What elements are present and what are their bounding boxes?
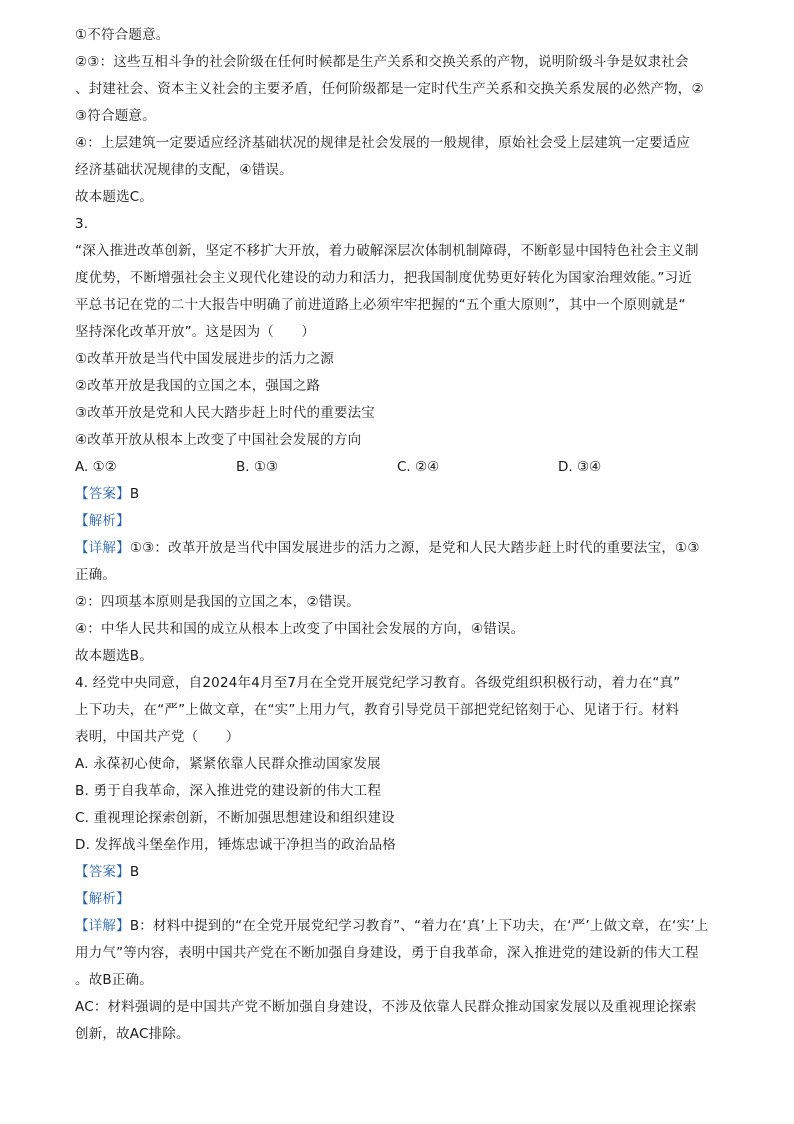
detail-line: 。故B正确。 [75, 972, 153, 988]
detail-line: 用力气”等内容，表明中国共产党在不断加强自身建设，勇于自我革命，深入推进党的建设新的伟大工程 [75, 945, 699, 961]
question-3-stem: 平总书记在党的二十大报告中明确了前进道路上必须牢牢把握的“五个重大原则”，其中一个原则就是“ [75, 297, 686, 313]
statement: ②改革开放是我国的立国之本，强国之路 [75, 378, 321, 394]
detail-line: 创新，故AC排除。 [75, 1026, 190, 1042]
detail-tag: 【详解】 [75, 918, 130, 934]
detail-line [75, 913, 725, 940]
choice-a: A. 永葆初心使命，紧紧依靠人民群众推动国家发展 [75, 756, 381, 772]
document-page [75, 22, 725, 1048]
option-a: A. ①② [75, 459, 117, 475]
analysis-tag: 【解析】 [75, 891, 130, 907]
detail-text: B：材料中提到的“在全党开展党纪学习教育”、“着力在‘真’上下功夫，在‘严’上做文章，在‘实’上 [129, 918, 709, 934]
detail-line: AC：材料强调的是中国共产党不断加强自身建设，不涉及依靠人民群众推动国家发展以及重视理论探索 [75, 999, 697, 1015]
analysis-tag: 【解析】 [75, 513, 130, 529]
analysis-line [75, 508, 725, 535]
answer-value: B [129, 864, 140, 880]
text-line: ④：上层建筑一定要适应经济基础状况的规律是社会发展的一般规律，原始社会受上层建筑一定要适应 [75, 135, 691, 151]
choice-c: C. 重视理论探索创新，不断加强思想建设和组织建设 [75, 810, 396, 826]
detail-tag: 【详解】 [75, 540, 130, 556]
question-3-stem: “深入推进改革创新，坚定不移扩大开放，着力破解深层次体制机制障碍，不断彰显中国特色社会主义制 [75, 243, 699, 259]
question-3-options [75, 454, 725, 481]
statement: ③改革开放是党和人民大踏步赶上时代的重要法宝 [75, 405, 376, 421]
answer-tag: 【答案】 [75, 864, 130, 880]
choice-b: B. 勇于自我革命，深入推进党的建设新的伟大工程 [75, 783, 382, 799]
question-3-stem: 坚持深化改革开放”。这是因为（ ） [75, 324, 316, 340]
detail-line: ②：四项基本原则是我国的立国之本，②错误。 [75, 594, 360, 610]
text-line: ③符合题意。 [75, 108, 156, 124]
text-line: 故本题选C。 [75, 189, 154, 205]
question-4-stem: 表明，中国共产党（ ） [75, 729, 240, 745]
detail-line: ④：中华人民共和国的成立从根本上改变了中国社会发展的方向，④错误。 [75, 621, 525, 637]
option-c: C. ②④ [397, 459, 440, 475]
text-line: 经济基础状况规律的支配，④错误。 [75, 162, 293, 178]
analysis-line [75, 886, 725, 913]
text-line: 、封建社会、资本主义社会的主要矛盾，任何阶级都是一定时代生产关系和交换关系发展的必然产物，② [75, 81, 704, 97]
text-line: ①不符合题意。 [75, 27, 170, 43]
detail-line: 故本题选B。 [75, 648, 153, 664]
detail-text: ①③：改革开放是当代中国发展进步的活力之源，是党和人民大踏步赶上时代的重要法宝，①③ [129, 540, 700, 556]
answer-line [75, 859, 725, 886]
detail-line [75, 535, 725, 562]
option-b: B. ①③ [236, 459, 279, 475]
question-4-stem: 4. 经党中央同意，自2024年4月至7月在全党开展党纪学习教育。各级党组织积极行动，着力在“真” [75, 675, 681, 691]
text-line: ②③：这些互相斗争的社会阶级在任何时候都是生产关系和交换关系的产物，说明阶级斗争是奴隶社会 [75, 54, 689, 70]
question-3-number: 3. [75, 216, 89, 232]
answer-line [75, 481, 725, 508]
question-3-stem: 度优势，不断增强社会主义现代化建设的动力和活力，把我国制度优势更好转化为国家治理效能。”习近 [75, 270, 692, 286]
answer-tag: 【答案】 [75, 486, 130, 502]
option-d: D. ③④ [558, 459, 602, 475]
statement: ①改革开放是当代中国发展进步的活力之源 [75, 351, 334, 367]
answer-value: B [129, 486, 140, 502]
statement: ④改革开放从根本上改变了中国社会发展的方向 [75, 432, 362, 448]
choice-d: D. 发挥战斗堡垒作用，锤炼忠诚干净担当的政治品格 [75, 837, 396, 853]
question-4-stem: 上下功夫，在“严”上做文章，在“实”上用力气，教育引导党员干部把党纪铭刻于心、见诸于行。材料 [75, 702, 680, 718]
detail-line: 正确。 [75, 567, 117, 583]
